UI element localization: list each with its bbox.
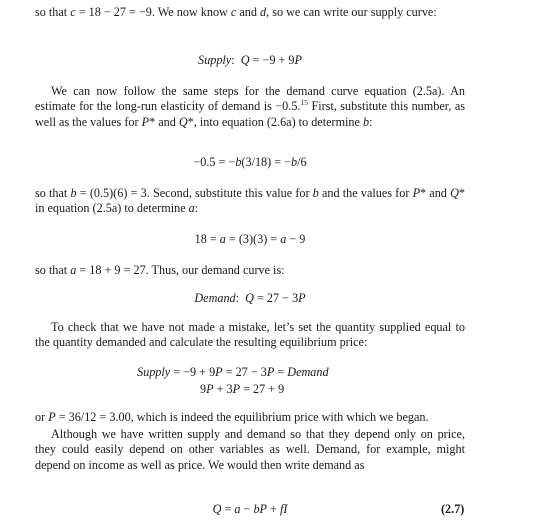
paragraph-solve-b: so that b = (0.5)(6) = 3. Second, substitute this value for b and the values for P* and Q* in equation (2.5a) to determine a: — [35, 186, 465, 216]
equation-general-demand: Q = a − bP + fI — [212, 502, 288, 516]
equation-solve-a: 18 = a = (3)(3) = a − 9 — [194, 232, 306, 246]
paragraph-demand-steps: We can now follow the same steps for the demand curve equation (2.5a). An estimate for the long-run elasticity of demand is −0.5.15 First, substitute this number, as well as the values for P* and Q*, into equation (2.6a) to determine b: — [35, 84, 465, 129]
equation-supply-curve: Supply: Q = −9 + 9P — [198, 53, 302, 67]
paragraph-check: To check that we have not made a mistake, let’s set the quantity supplied equal to the quantity demanded and calculate the resulting equilibrium price: — [35, 320, 465, 350]
paragraph-supply-intro: so that c = 18 − 27 = −9. We now know c and d, so we can write our supply curve: — [35, 5, 437, 19]
paragraph-equilibrium-price: or P = 36/12 = 3.00, which is indeed the equilibrium price with which we began. — [35, 410, 429, 424]
equation-demand-curve: Demand: Q = 27 − 3P — [194, 291, 306, 305]
paragraph-solve-a: so that a = 18 + 9 = 27. Thus, our demand curve is: — [35, 263, 285, 277]
equation-elasticity: −0.5 = −b(3/18) = −b/6 — [193, 155, 307, 169]
paragraph-other-variables: Although we have written supply and demand so that they depend only on price, they could easily depend on other variables as well. Demand, for example, might depend on income as well as price. We would then write demand as — [35, 427, 465, 472]
equation-equilibrium-line-2: 9P + 3P = 27 + 9 — [200, 382, 285, 396]
equation-number: (2.7) — [441, 502, 465, 516]
equation-equilibrium-line-1: Supply = −9 + 9P = 27 − 3P = Demand — [137, 365, 329, 379]
